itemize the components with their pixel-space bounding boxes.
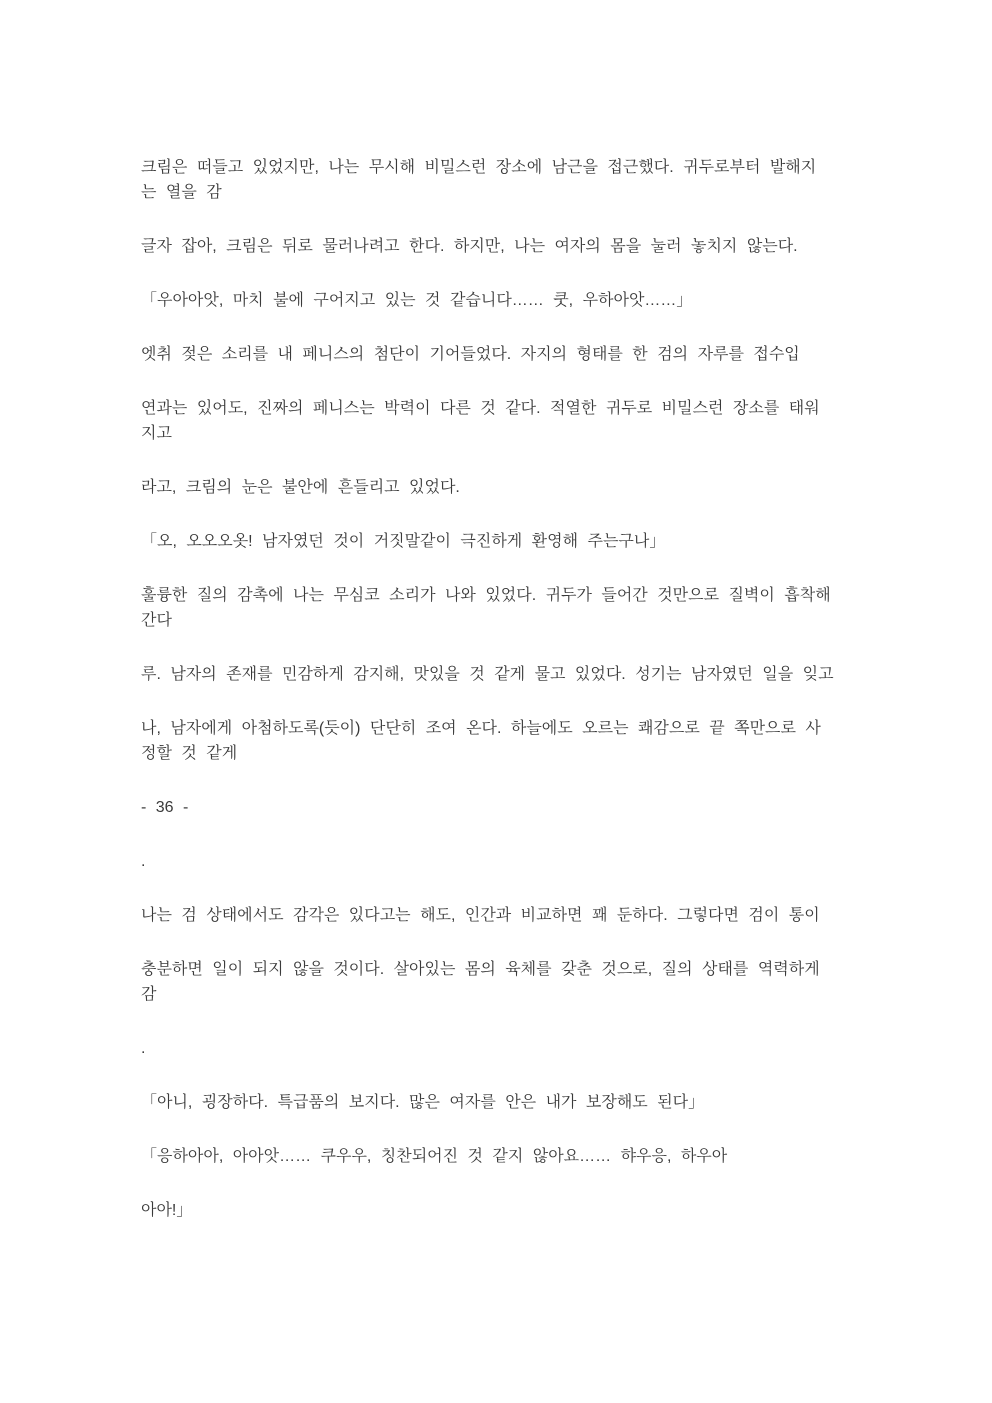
text-line: 는 열을 감 (141, 184, 222, 201)
document-content (141, 155, 882, 1223)
paragraph (141, 716, 882, 766)
text-line: 라고, 크림의 눈은 불안에 흔들리고 있었다. (141, 479, 460, 496)
text-line: 「아니, 굉장하다. 특급품의 보지다. 많은 여자를 안은 내가 보장해도 된다」 (141, 1094, 705, 1111)
text-line: 「우아아앗, 마치 불에 구어지고 있는 것 같습니다…… 쿳, 우하아앗……」 (141, 292, 693, 309)
paragraph (141, 234, 882, 259)
text-line: 「오, 오오오옷! 남자였던 것이 거짓말같이 극진하게 환영해 주는구나」 (141, 533, 666, 550)
dialogue-paragraph (141, 1144, 882, 1169)
text-line: 정할 것 같게 (141, 745, 238, 762)
paragraph (141, 662, 882, 687)
paragraph (141, 396, 882, 446)
text-line: 연과는 있어도, 진짜의 페니스는 박력이 다른 것 같다. 적열한 귀두로 비밀스런 장소를 태워 (141, 400, 820, 417)
text-line: 나는 검 상태에서도 감각은 있다고는 해도, 인간과 비교하면 꽤 둔하다. 그렇다면 검이 통이 (141, 907, 820, 924)
text-line: 감 (141, 986, 157, 1003)
text-line: 충분하면 일이 되지 않을 것이다. 살아있는 몸의 육체를 갖춘 것으로, 질의 상태를 역력하게 (141, 961, 820, 978)
paragraph (141, 583, 882, 633)
separator-dot (141, 1036, 882, 1061)
text-line: 훌륭한 질의 감촉에 나는 무심코 소리가 나와 있었다. 귀두가 들어간 것만으로 질벽이 흡착해 (141, 587, 831, 604)
text-line: . (141, 1040, 146, 1057)
paragraph (141, 1198, 882, 1223)
dialogue-paragraph (141, 529, 882, 554)
text-line: . (141, 853, 146, 870)
paragraph (141, 155, 882, 205)
text-line: 아아!」 (141, 1202, 193, 1219)
text-line: 엣취 젖은 소리를 내 페니스의 첨단이 기어들었다. 자지의 형태를 한 검의 자루를 접수입 (141, 346, 800, 363)
separator-dot (141, 849, 882, 874)
page-number (141, 795, 882, 820)
paragraph (141, 903, 882, 928)
text-line: 나, 남자에게 아첨하도록(듯이) 단단히 조여 온다. 하늘에도 오르는 쾌감으로 끝 쪽만으로 사 (141, 720, 821, 737)
text-line: 간다 (141, 612, 172, 629)
text-line: 「응하아아, 아아앗…… 쿠우우, 칭찬되어진 것 같지 않아요…… 햐우응, 하우아 (141, 1148, 728, 1165)
paragraph (141, 342, 882, 367)
text-line: 글자 잡아, 크림은 뒤로 물러나려고 한다. 하지만, 나는 여자의 몸을 눌러 놓치지 않는다. (141, 238, 798, 255)
paragraph (141, 475, 882, 500)
text-line: 크림은 떠들고 있었지만, 나는 무시해 비밀스런 장소에 남근을 접근했다. 귀두로부터 발해지 (141, 159, 817, 176)
dialogue-paragraph (141, 288, 882, 313)
dialogue-paragraph (141, 1090, 882, 1115)
text-line: 루. 남자의 존재를 민감하게 감지해, 맛있을 것 같게 물고 있었다. 성기는 남자였던 일을 잊고 (141, 666, 834, 683)
text-line: 지고 (141, 425, 172, 442)
paragraph (141, 957, 882, 1007)
text-line: - 36 - (141, 799, 189, 816)
